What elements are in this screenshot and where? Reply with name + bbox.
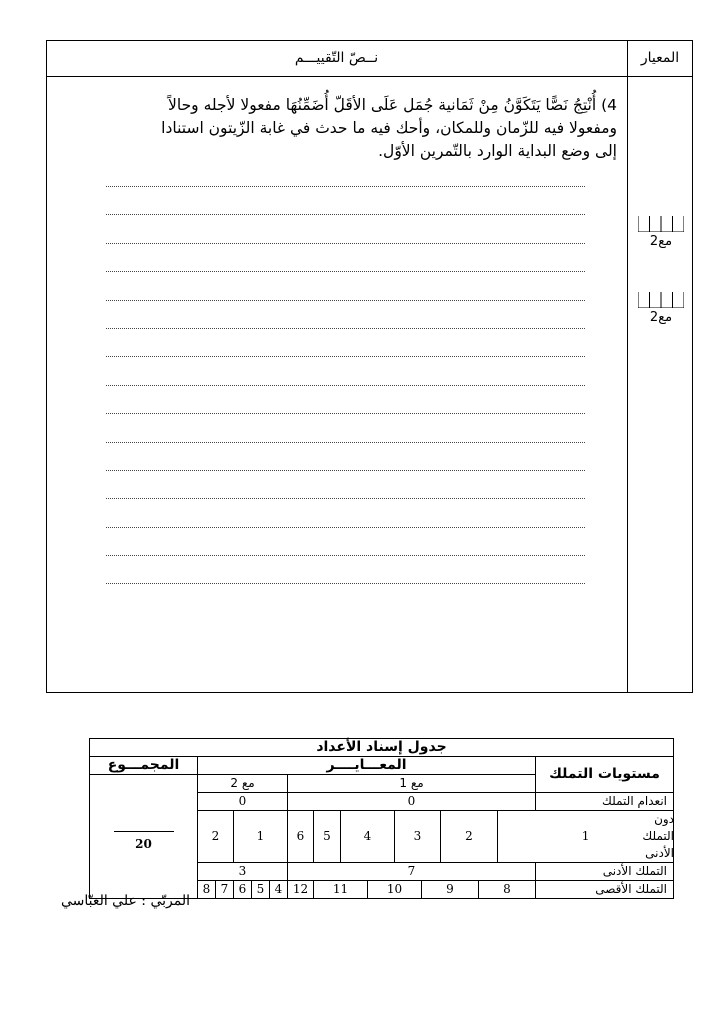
rubric-label: مع2	[649, 234, 673, 249]
score-cell: 3	[395, 811, 441, 863]
rubric-cells	[638, 292, 684, 308]
answer-line[interactable]	[106, 186, 585, 187]
score-cell: 10	[368, 881, 422, 899]
grade-table-title: جدول إسناد الأعداد	[90, 739, 674, 757]
level-label: التملك الأقصى	[536, 881, 674, 899]
score-cell: 4	[341, 811, 395, 863]
answer-line[interactable]	[106, 555, 585, 556]
score-cell: 0	[198, 793, 288, 811]
score-cell: 2	[198, 811, 234, 863]
answer-line[interactable]	[106, 442, 585, 443]
score-cell: 5	[252, 881, 270, 899]
answer-line[interactable]	[106, 300, 585, 301]
score-cell: 1	[498, 811, 674, 863]
score-cell: 6	[288, 811, 314, 863]
answer-line[interactable]	[106, 328, 585, 329]
score-cell: 3	[198, 863, 288, 881]
header-divider	[46, 76, 693, 77]
answer-line[interactable]	[106, 527, 585, 528]
score-cell: 5	[314, 811, 341, 863]
criteria-header: المعـــايــــر	[198, 757, 536, 775]
level-label: انعدام التملك	[536, 793, 674, 811]
score-cell: 1	[234, 811, 288, 863]
score-cell: 9	[422, 881, 479, 899]
score-cell: 12	[288, 881, 314, 899]
criterion-header: المعيار	[640, 50, 680, 66]
score-cell: 4	[270, 881, 288, 899]
score-cell: 11	[314, 881, 368, 899]
score-cell: 8	[198, 881, 216, 899]
answer-line[interactable]	[106, 243, 585, 244]
levels-header: مستويات التملك	[536, 757, 674, 793]
total-cell	[90, 775, 198, 899]
score-cell: 7	[288, 863, 536, 881]
answer-line[interactable]	[106, 385, 585, 386]
answer-line[interactable]	[106, 413, 585, 414]
column-divider	[627, 40, 628, 693]
rubric-score-box[interactable]	[638, 216, 684, 249]
score-cell: 7	[216, 881, 234, 899]
rubric-cells	[638, 216, 684, 232]
answer-line[interactable]	[106, 470, 585, 471]
score-cell: 0	[288, 793, 536, 811]
total-blank[interactable]	[114, 821, 174, 832]
answer-line[interactable]	[106, 498, 585, 499]
grade-table: جدول إسناد الأعداد المجمـــوع المعـــايــــر مستويات التملك 20 مع 2 مع 1 0 0 انعدام التملك 2 1 6 5 4 3 2 1 دون التملك الأدنى 3 7 التملك الأدنى 8 7 6 5 4 12 11 10 9 8 التملك الأقصى	[89, 738, 674, 899]
task-instructions	[66, 94, 617, 163]
teacher-signature: المربّي : علي العبّاسي	[60, 893, 190, 909]
answer-line[interactable]	[106, 583, 585, 584]
evaluation-text-header: نــصّ التّقييـــم	[294, 50, 379, 66]
total-value: 20	[135, 836, 152, 851]
rubric-score-box[interactable]	[638, 292, 684, 325]
score-cell: 2	[441, 811, 498, 863]
score-cell: 6	[234, 881, 252, 899]
rubric-label: مع2	[649, 310, 673, 325]
answer-line[interactable]	[106, 214, 585, 215]
task-line: 4) أُنْتِجُ نَصًّا يَتَكَوَّنُ مِنْ ثَمَانية جُمَل عَلَى الأقَلّ أُضَمِّنُهَا مفعولا لأجله وحالاً	[168, 96, 617, 114]
level-label: التملك الأدنى	[536, 863, 674, 881]
score-cell: 8	[479, 881, 536, 899]
criterion-2-header: مع 2	[198, 775, 288, 793]
answer-line[interactable]	[106, 271, 585, 272]
task-line: ومفعولا فيه للزّمان وللمكان، وأحك فيه ما حدث في غابة الزّيتون استنادا	[161, 119, 617, 137]
criterion-1-header: مع 1	[288, 775, 536, 793]
total-header: المجمـــوع	[90, 757, 198, 775]
answer-line[interactable]	[106, 356, 585, 357]
task-line: إلى وضع البداية الوارد بالتّمرين الأوّل.	[378, 142, 617, 160]
